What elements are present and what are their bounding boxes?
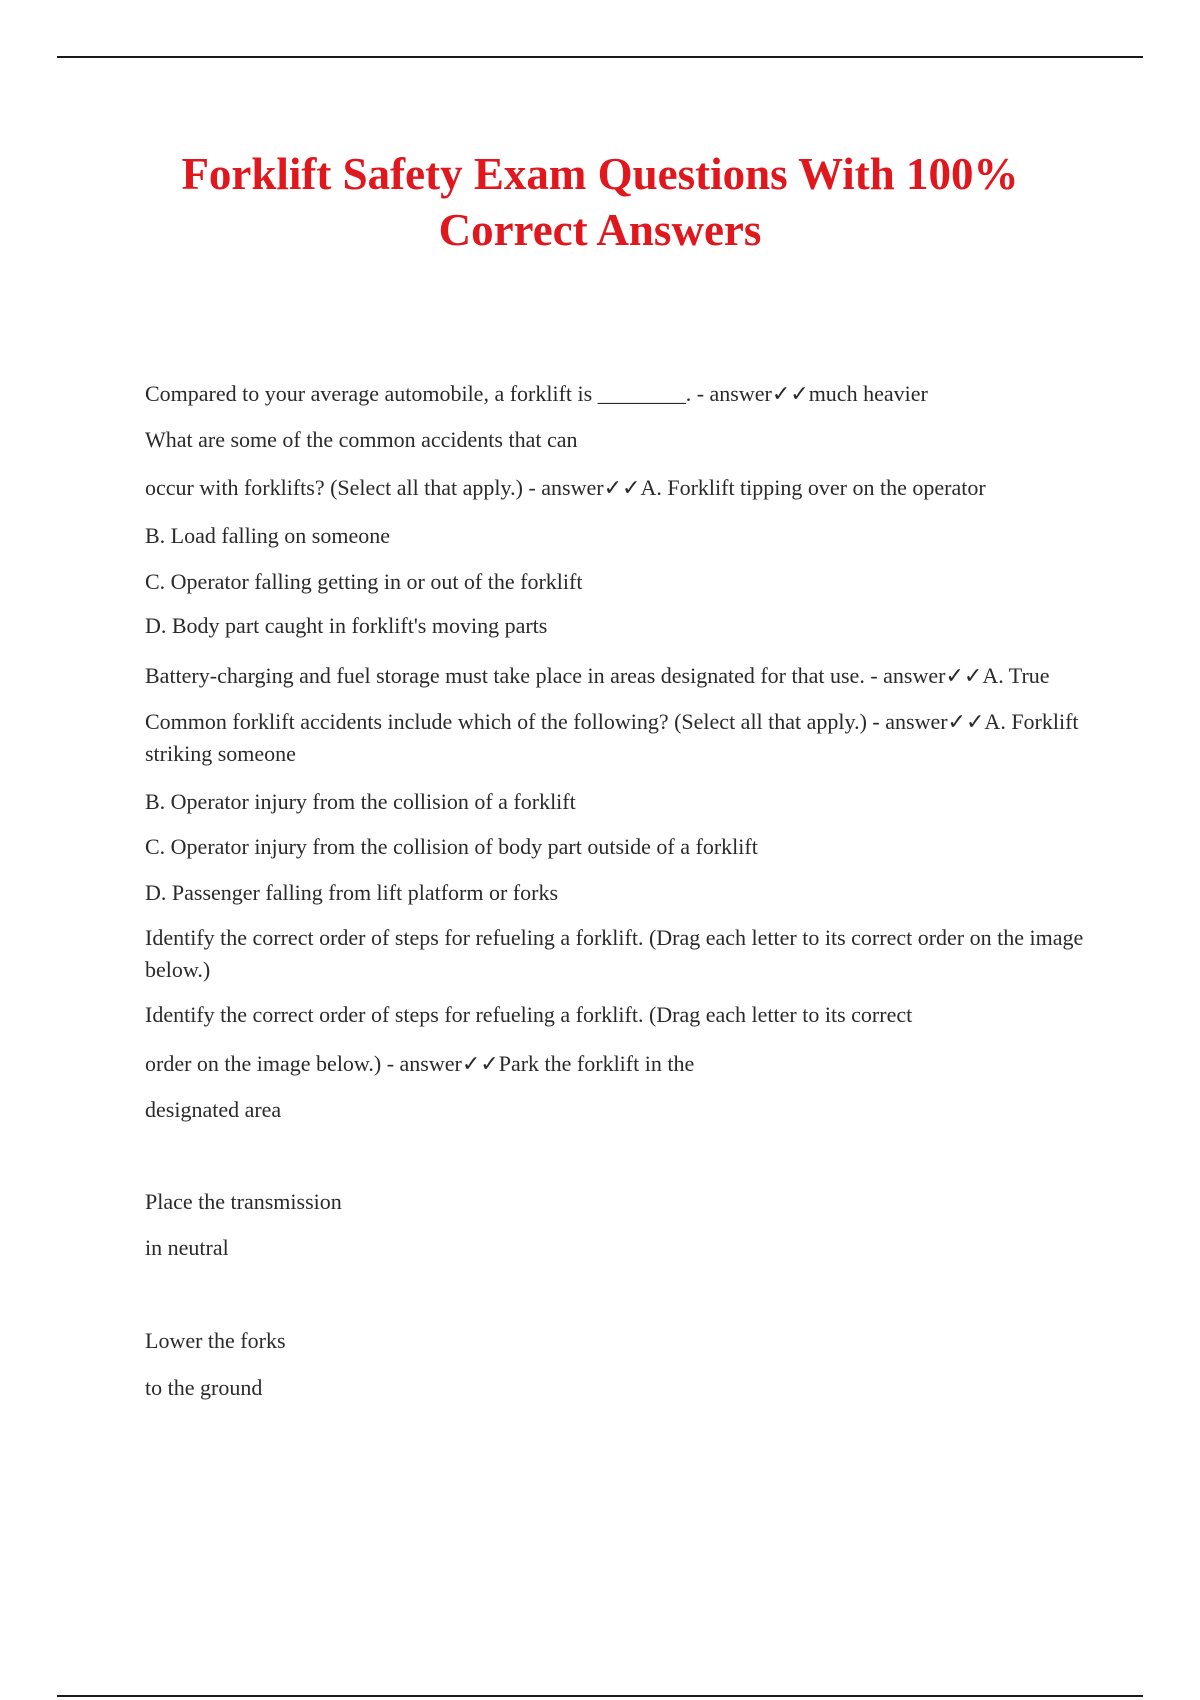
paragraph: B. Load falling on someone: [145, 523, 391, 548]
paragraph: B. Operator injury from the collision of a forklift: [145, 789, 576, 814]
bottom-rule: [57, 1695, 1143, 1697]
document-body: [145, 378, 1105, 1404]
paragraph: Place the transmission: [145, 1189, 342, 1214]
paragraph: Identify the correct order of steps for refueling a forklift. (Drag each letter to its correct: [145, 1002, 913, 1027]
paragraph: order on the image below.) - answer✓✓Park the forklift in the: [145, 1051, 695, 1076]
paragraph: C. Operator falling getting in or out of the forklift: [145, 569, 583, 594]
paragraph: Battery-charging and fuel storage must take place in areas designated for that use. - answer✓✓A. True: [145, 663, 1050, 688]
paragraph: in neutral: [145, 1235, 229, 1260]
document-title: [0, 146, 1200, 258]
paragraph: Lower the forks: [145, 1328, 286, 1353]
title-line-2: Correct Answers: [438, 205, 762, 255]
top-rule: [57, 56, 1143, 58]
title-line-1: Forklift Safety Exam Questions With 100%: [181, 149, 1019, 199]
paragraph: Identify the correct order of steps for refueling a forklift. (Drag each letter to its correct order on the image below.): [145, 925, 1084, 982]
paragraph: D. Body part caught in forklift's moving parts: [145, 613, 548, 638]
paragraph: designated area: [145, 1097, 282, 1122]
paragraph: D. Passenger falling from lift platform or forks: [145, 880, 559, 905]
paragraph: to the ground: [145, 1375, 263, 1400]
paragraph: C. Operator injury from the collision of body part outside of a forklift: [145, 834, 758, 859]
paragraph: Compared to your average automobile, a forklift is ________. - answer✓✓much heavier: [145, 381, 928, 406]
paragraph: Common forklift accidents include which of the following? (Select all that apply.) - answer✓✓A. Forklift striking someone: [145, 709, 1079, 766]
paragraph: occur with forklifts? (Select all that apply.) - answer✓✓A. Forklift tipping over on the operator: [145, 475, 986, 500]
paragraph: What are some of the common accidents that can: [145, 427, 578, 452]
